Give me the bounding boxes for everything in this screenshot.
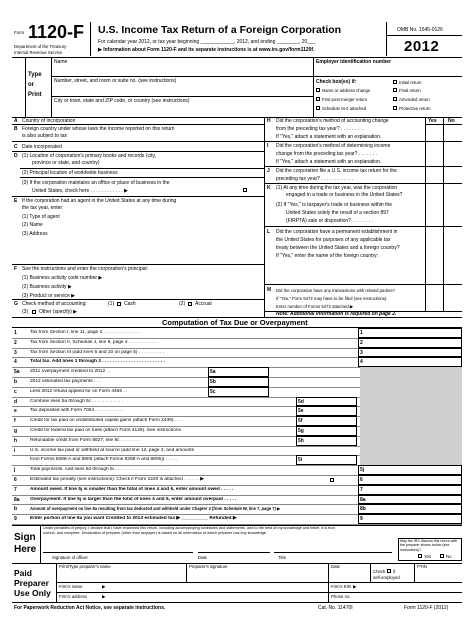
check-boxes-label: Check box(es) if:	[316, 79, 357, 85]
amount-field-8b[interactable]	[372, 505, 460, 513]
product-service-label: (3) Product or service ▶	[22, 293, 76, 299]
line-number: g	[14, 428, 18, 434]
accrual-number: (2)	[179, 301, 186, 307]
line-description: from Forms 8288-A and 8805 (attach Forms 8288-A and 8805)) . . . . .	[30, 457, 178, 463]
amount-field-9[interactable]	[372, 515, 460, 523]
amount-field-5d[interactable]	[309, 398, 355, 406]
question-l-line1: Did the corporation have a permanent establishment in	[276, 229, 398, 235]
protective-return-label: Protective return	[399, 106, 431, 111]
dept-irs: Internal Revenue Service	[14, 50, 63, 55]
amount-field-7[interactable]	[372, 486, 460, 494]
line-description: Combine lines 5a through 5c . . . . . . . . . . . .	[30, 398, 124, 404]
amount-field-2[interactable]	[372, 339, 460, 347]
line-description: Enter portion of line 8a you want Credited to 2013 estimated tax ▶ __________ Refunded ▶	[30, 516, 237, 522]
omb-number: OMB No. 1545-0126	[397, 27, 443, 33]
amount-field-5c[interactable]	[221, 388, 267, 396]
line-description: Estimated tax penalty (see instructions). Check if Form 2220 is attached . . . . . . ▶	[30, 477, 204, 482]
question-d3-line1: (3) If the corporation maintains an office or place of business in the	[22, 180, 170, 186]
name-field[interactable]	[54, 65, 310, 75]
question-l-line2: the United States for purposes of any applicable tax	[276, 237, 391, 243]
question-a: Country of incorporation	[22, 118, 76, 124]
type-label: Type	[28, 72, 42, 78]
question-k1-line1: (1) At any time during the tax year, was the corporation	[276, 185, 398, 191]
form-2220-checkbox[interactable]	[330, 478, 334, 482]
amount-field-3[interactable]	[372, 349, 460, 357]
question-c: Date incorporated	[22, 144, 62, 150]
line-description: 2011 overpayment credited to 2012 . .	[30, 369, 111, 375]
question-k2-line2: United States solely the result of a section 897	[286, 210, 389, 216]
amount-field-8a[interactable]	[372, 496, 460, 504]
tax-year: 2012	[404, 38, 440, 55]
question-j-line1: Did the corporation file a U.S. income tax return for the	[276, 168, 397, 174]
perjury-line1: Under penalties of perjury, I declare that I have examined this return, including accompanying schedules and statements, and to the best of my knowledge and belief, it is true,	[43, 526, 336, 530]
dept-treasury: Department of the Treasury	[14, 44, 67, 49]
line-number: b	[14, 506, 18, 513]
protective-return-checkbox[interactable]	[393, 106, 397, 110]
us-office-checkbox[interactable]	[243, 188, 247, 192]
line-number: i	[14, 447, 16, 454]
column-label: 2	[360, 339, 363, 346]
question-m-line2: If "Yes," Form 5472 may have to be filed (see instructions).	[276, 296, 388, 301]
line-number: 5a	[14, 369, 20, 376]
question-b-line2: is also subject to tax	[22, 133, 68, 139]
shaded-cell	[360, 446, 462, 456]
other-method-label: Other (specify) ▶	[39, 309, 78, 315]
print-label: Print	[28, 92, 42, 98]
agent-address-label: (3) Address	[22, 231, 48, 237]
line-number: 2	[14, 339, 17, 346]
shaded-cell	[360, 406, 462, 416]
question-l-line4: If "Yes," enter the name of the foreign country:	[276, 253, 379, 259]
line-description: U.S. income tax paid or withheld at source (add line 12, page 2, and amounts	[30, 447, 194, 453]
amount-field-5h[interactable]	[309, 437, 355, 445]
cash-label: Cash	[124, 301, 136, 307]
name-address-change-checkbox[interactable]	[316, 88, 320, 92]
phone-label: Phone no.	[331, 594, 351, 599]
shaded-cell	[360, 387, 462, 397]
line-description: Total tax. Add lines 1 through 3 . . . . . . . . . . . . . . . . . . . . . . . .	[30, 359, 165, 365]
column-label: 5j	[360, 467, 365, 474]
column-label: 8b	[360, 506, 366, 513]
amount-field-1[interactable]	[372, 329, 460, 337]
question-i-line1: Did the corporation's method of determining income	[276, 143, 391, 149]
line-description: Credit for federal tax paid on fuels (attach Form 4136). See instructions	[30, 428, 181, 433]
line-description: Total payments. Add lines 5d through 5i . . . . . . . . . . . . . . . . . . . . .	[30, 467, 170, 473]
question-d2: (2) Principal location of worldwide business	[22, 170, 118, 176]
amended-return-label: Amended return	[399, 97, 430, 102]
if-label: if	[393, 569, 396, 574]
column-label: 5d	[298, 398, 304, 405]
paperwork-notice: For Paperwork Reduction Act Notice, see separate instructions.	[14, 605, 166, 611]
city-label: City or town, state and ZIP code, or country (see instructions)	[54, 98, 190, 104]
perjury-line2: correct, and complete. Declaration of preparer (other than taxpayer) is based on all information of which preparer has any knowledge.	[43, 531, 267, 535]
line-number: 4	[14, 359, 17, 366]
business-activity-label: (2) Business activity ▶	[22, 284, 72, 290]
firm-ein-label: Firm's EIN	[331, 584, 351, 589]
line-description: Amount owed. If line 5j is smaller than the total of lines 4 and 6, enter amount owed . . . . .	[30, 486, 234, 492]
computation-title: Computation of Tax Due or Overpayment	[162, 318, 308, 327]
line-number: 9	[14, 516, 17, 523]
shaded-cell	[360, 436, 462, 446]
question-e-line2: the tax year, enter:	[22, 205, 64, 211]
discuss-no-label: No	[446, 554, 452, 559]
question-k1-line2: engaged in a trade or business in the United States?	[286, 192, 403, 198]
additional-info-note: Note: Additional information is required on page 2.	[276, 311, 397, 317]
column-label: 5f	[298, 418, 303, 425]
ptin-label: PTIN	[417, 564, 427, 569]
question-i-line3: If "Yes," attach a statement with an explanation.	[276, 159, 382, 165]
street-label: Number, street, and room or suite no. (see instructions)	[54, 78, 177, 84]
ein-label: Employer identification number	[316, 59, 392, 65]
line-number: 7	[14, 486, 17, 493]
discuss-no-checkbox[interactable]	[440, 554, 444, 558]
agent-type-label: (1) Type of agent	[22, 214, 60, 220]
question-d1-line1: (1) Location of corporation's primary books and records (city,	[22, 153, 156, 159]
yes-header: Yes	[428, 118, 437, 124]
line-description: Overpayment. If line 5j is larger than the total of lines 4 and 6, enter amount overpaid . . . . .	[30, 496, 237, 502]
here-label: Here	[14, 544, 37, 555]
or-label: or	[28, 82, 34, 88]
line-description: 2012 estimated tax payments . . .	[30, 379, 101, 384]
amount-field-6[interactable]	[372, 476, 460, 484]
amount-field-5f[interactable]	[309, 417, 355, 425]
city-field[interactable]	[54, 104, 310, 115]
line-number: e	[14, 408, 17, 415]
final-return-label: Final return	[399, 88, 421, 93]
question-g: Check method of accounting:	[22, 301, 87, 307]
form-footer-id: Form 1120-F (2012)	[404, 605, 449, 611]
preparer-label: Preparer	[14, 578, 49, 588]
use-only-label: Use Only	[14, 588, 51, 598]
shaded-cell	[360, 416, 462, 426]
line-number: 6	[14, 477, 17, 483]
column-label: 3	[360, 349, 363, 356]
check-label: Check	[373, 569, 386, 574]
line-description: Tax from Section III (add lines 6 and 10 on page 5) . . . . . . . . . .	[30, 349, 165, 355]
column-label: 5b	[210, 379, 216, 385]
column-label: 1	[360, 330, 363, 336]
agent-name-label: (2) Name	[22, 222, 43, 228]
question-h-line2: from the preceding tax year? . . . . . . . . .	[276, 126, 365, 132]
column-label: 5e	[298, 408, 304, 415]
amount-field-5e[interactable]	[309, 407, 355, 415]
firm-name-label: Firm's name	[59, 584, 83, 589]
question-b-line1: Foreign country under whose laws the income reported on this return	[22, 126, 175, 132]
column-label: 7	[360, 486, 363, 493]
tax-year-line: For calendar year 2012, or tax year beginning ____________, 2012, and ending ________, 20___	[98, 39, 316, 45]
column-label: 8a	[360, 496, 366, 503]
line-description: Tax deposited with Form 7004 . . . . . . . . . . .	[30, 408, 124, 414]
line-number: b	[14, 379, 18, 385]
shaded-cell	[360, 377, 462, 387]
shaded-cell	[360, 455, 462, 465]
no-header: No	[448, 118, 455, 124]
line-number: 1	[14, 330, 17, 336]
column-label: 5h	[298, 437, 304, 444]
line-description: Refundable credit from Form 8827, line 8c . . . . . . . .	[30, 437, 141, 443]
question-j-line2: preceding tax year? . . . . . . . . . . . .	[276, 176, 354, 182]
self-employed-checkbox[interactable]	[387, 569, 391, 573]
column-label: 5a	[210, 369, 216, 376]
question-e-line1: If the corporation had an agent in the United States at any time during	[22, 198, 177, 204]
question-i-line2: change from the preceding tax year? . . . . . . .	[276, 151, 377, 157]
officer-signature-label: Signature of officer	[52, 555, 88, 560]
catalog-number: Cat. No. 11470I	[318, 605, 353, 611]
column-label: 5g	[298, 428, 304, 434]
post-merger-label: First post-merger return	[322, 97, 368, 102]
shaded-cell	[360, 397, 462, 407]
amount-field-5b[interactable]	[221, 378, 267, 386]
discuss-yes-checkbox[interactable]	[418, 554, 422, 558]
column-label: 6	[360, 477, 363, 483]
line-number: c	[14, 388, 17, 395]
question-h-line3: If "Yes," attach a statement with an explanation.	[276, 134, 382, 140]
schedule-m3-checkbox[interactable]	[316, 106, 320, 110]
amount-field-5i[interactable]	[309, 456, 355, 464]
ein-field[interactable]	[316, 65, 460, 75]
line-number: f	[14, 418, 16, 425]
form-number: 1120-F	[28, 22, 85, 42]
other-method-checkbox[interactable]	[32, 310, 36, 314]
amended-return-checkbox[interactable]	[393, 97, 397, 101]
amount-field-4[interactable]	[372, 358, 460, 366]
self-employed-label: self-employed	[373, 575, 400, 580]
line-number: d	[14, 398, 18, 405]
question-d1-line2: province or state, and country)	[32, 160, 100, 166]
shaded-cell	[360, 426, 462, 436]
question-m-line3: Enter number of Forms 5472 attached ▶	[276, 304, 354, 309]
line-number: 3	[14, 349, 17, 356]
post-merger-checkbox[interactable]	[316, 97, 320, 101]
accrual-checkbox[interactable]	[188, 302, 192, 306]
amount-field-5a[interactable]	[221, 368, 267, 376]
preparer-signature-label: Preparer's signature	[189, 564, 228, 569]
discuss-question: May the IRS discuss this return with the preparer shown below (see instructions)?	[400, 539, 458, 552]
question-f: See the instructions and enter the corporation's principal:	[22, 266, 149, 272]
cash-checkbox[interactable]	[117, 302, 121, 306]
column-label: 5c	[210, 388, 216, 395]
sign-label: Sign	[14, 532, 36, 543]
final-return-checkbox[interactable]	[393, 88, 397, 92]
form-title: U.S. Income Tax Return of a Foreign Corporation	[98, 24, 342, 36]
line-description: Tax from Section II, Schedule J, line 9, page 4 . . . . . . . . . . .	[30, 339, 157, 345]
question-k2-line3: (FIRPTA) sale or disposition? . . . . . . . .	[286, 218, 374, 224]
question-d3-line2: United States, check here . . . . . . . . . . . . ▶	[32, 188, 128, 194]
initial-return-label: Initial return	[399, 80, 422, 85]
column-label: 9	[360, 516, 363, 523]
business-code-label: (1) Business activity code number ▶	[22, 275, 103, 281]
line-number: 8a	[14, 496, 20, 503]
other-number: (3)	[22, 309, 29, 315]
line-number: j	[14, 467, 16, 474]
firm-address-label: Firm's address	[59, 594, 88, 599]
schedule-m3-label: Schedule M-3 attached	[322, 106, 367, 111]
column-label: 5i	[298, 457, 303, 464]
form-word: Form	[14, 30, 25, 35]
line-description: Less 2012 refund applied for on Form 4466 . .	[30, 388, 128, 394]
discuss-yes-label: Yes	[424, 554, 432, 559]
line-description: Credit for tax paid on undistributed capital gains (attach Form 2439). . . .	[30, 418, 183, 424]
initial-return-checkbox[interactable]	[393, 80, 397, 84]
shaded-cell	[360, 367, 462, 377]
paid-label: Paid	[14, 568, 32, 578]
accrual-label: Accrual	[195, 301, 212, 307]
line-description: Tax from Section I, line 11, page 2. . . . . . . . . . . . . . .	[30, 330, 141, 335]
preparer-date-label: Date	[331, 564, 341, 569]
question-l-line3: treaty between the United States and a foreign country?	[276, 245, 400, 251]
amount-field-5j[interactable]	[372, 466, 460, 474]
line-description: Amount of overpayment on line 8a resulting from tax deducted and withheld under Chapter 3 (from Schedule W, line 7, page 7) ▶	[30, 506, 281, 512]
sign-date-label: Date	[198, 555, 208, 560]
amount-field-5g[interactable]	[309, 427, 355, 435]
question-h-line1: Did the corporation's method of accounting change	[276, 118, 389, 124]
line-number: h	[14, 437, 18, 444]
street-field[interactable]	[54, 84, 310, 94]
preparer-name-label: Print/Type preparer's name	[59, 564, 111, 569]
cash-number: (1)	[108, 301, 115, 307]
column-label: 4	[360, 359, 363, 366]
question-m-line1: Did the corporation have any transactions with related parties?	[276, 288, 395, 293]
name-address-change-label: Name or address change	[322, 88, 371, 93]
officer-title-label: Title	[278, 555, 286, 560]
question-k2-line1: (2) If "Yes," is taxpayer's trade or business within the	[276, 202, 393, 208]
name-label: Name	[54, 59, 68, 65]
info-line: ▶ Information about Form 1120-F and its separate instructions is at www.irs.gov/form1120f.	[98, 47, 315, 53]
